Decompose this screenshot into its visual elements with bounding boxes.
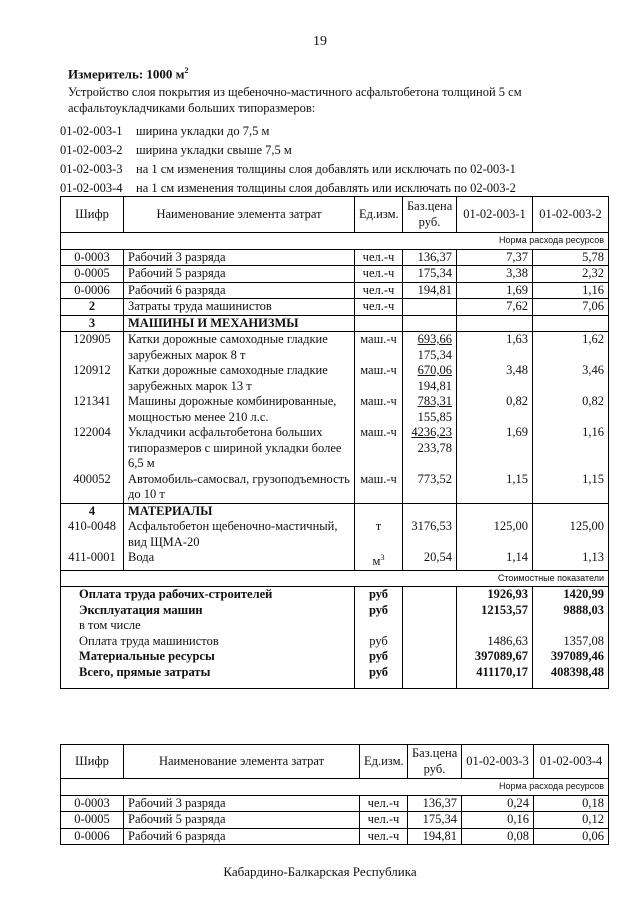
table-header-row bbox=[61, 197, 609, 233]
resource-table-1 bbox=[60, 196, 609, 689]
table-row: 0-0006 Рабочий 6 разряда чел.-ч 194,81 1,69 1,16 bbox=[61, 282, 609, 299]
code-item: 01-02-003-1 ширина укладки до 7,5 м bbox=[60, 124, 270, 138]
table-row: 0-0005 Рабочий 5 разряда чел.-ч 175,34 3,38 2,32 bbox=[61, 266, 609, 283]
section-heading: 3 МАШИНЫ И МЕХАНИЗМЫ bbox=[61, 315, 609, 332]
cost-row: в том числе bbox=[61, 618, 609, 634]
col-header-name: Наименование элемента затрат bbox=[124, 745, 360, 779]
cost-row: Материальные ресурсы руб 397089,67 397089,46 bbox=[61, 649, 609, 665]
page-number: 19 bbox=[313, 34, 327, 49]
footer-region: Кабардино-Балкарская Республика bbox=[223, 864, 417, 879]
resource-table-2 bbox=[60, 744, 609, 845]
table-row: 0-0003 Рабочий 3 разряда чел.-ч 136,37 7,37 5,78 bbox=[61, 249, 609, 266]
cost-row: Всего, прямые затраты руб 411170,17 408398,48 bbox=[61, 665, 609, 689]
table-row: 120912 Катки дорожные самоходные гладкие зарубежных марок 13 т маш.-ч 670,06 194,81 3,48 3,46 bbox=[61, 363, 609, 394]
norm-label-row: Норма расхода ресурсов bbox=[61, 233, 609, 250]
description: Устройство слоя покрытия из щебеночно-мастичного асфальтобетона толщиной 5 см асфальтоукладчиками больших типоразмеров: bbox=[68, 85, 522, 115]
col-header-code: Шифр bbox=[61, 197, 124, 233]
table-row: 122004 Укладчики асфальтобетона больших типоразмеров с шириной укладки более 6,5 м маш.-ч 4236,23 233,78 1,69 1,16 bbox=[61, 425, 609, 472]
col-header-v2: 01-02-003-2 bbox=[533, 197, 609, 233]
code-list bbox=[60, 122, 516, 198]
norm-label-row: Норма расхода ресурсов bbox=[61, 779, 609, 796]
cost-row: Эксплуатация машин руб 12153,57 9888,03 bbox=[61, 603, 609, 619]
code-item: 01-02-003-2 ширина укладки свыше 7,5 м bbox=[60, 143, 292, 157]
table-row: 400052 Автомобиль-самосвал, грузоподъемность до 10 т маш.-ч 773,52 1,15 1,15 bbox=[61, 472, 609, 504]
col-header-name: Наименование элемента затрат bbox=[124, 197, 355, 233]
code-item: 01-02-003-4 на 1 см изменения толщины слоя добавлять или исключать по 02-003-2 bbox=[60, 181, 516, 195]
col-header-v1: 01-02-003-3 bbox=[462, 745, 534, 779]
table-header-row bbox=[61, 745, 609, 779]
code-item: 01-02-003-3 на 1 см изменения толщины слоя добавлять или исключать по 02-003-1 bbox=[60, 162, 516, 176]
cost-row: Оплата труда машинистов руб 1486,63 1357,08 bbox=[61, 634, 609, 650]
table-row: 411-0001 Вода $м^3$ 20,54 1,14 1,13 bbox=[61, 550, 609, 570]
col-header-v2: 01-02-003-4 bbox=[534, 745, 609, 779]
table-row: 410-0048 Асфальтобетон щебеночно-мастичный, вид ЩМА-20 т 3176,53 125,00 125,00 bbox=[61, 519, 609, 550]
col-header-price: Баз.цена руб. bbox=[408, 745, 462, 779]
measure-label: Измеритель: 1000 $м^2$ bbox=[68, 66, 189, 82]
col-header-price: Баз.цена руб. bbox=[403, 197, 457, 233]
table-row: 2 Затраты труда машинистов чел.-ч 7,62 7,06 bbox=[61, 299, 609, 316]
section-heading: 4 МАТЕРИАЛЫ bbox=[61, 503, 609, 519]
col-header-unit: Ед.изм. bbox=[360, 745, 408, 779]
table-row: 0-0006 Рабочий 6 разряда чел.-ч 194,81 0,08 0,06 bbox=[61, 828, 609, 845]
table-row: 0-0005 Рабочий 5 разряда чел.-ч 175,34 0,16 0,12 bbox=[61, 812, 609, 829]
table-row: 0-0003 Рабочий 3 разряда чел.-ч 136,37 0,24 0,18 bbox=[61, 795, 609, 812]
col-header-unit: Ед.изм. bbox=[355, 197, 403, 233]
col-header-code: Шифр bbox=[61, 745, 124, 779]
col-header-v1: 01-02-003-1 bbox=[457, 197, 533, 233]
table-row: 121341 Машины дорожные комбинированные, мощностью менее 210 л.с. маш.-ч 783,31 155,85 0,82 0,82 bbox=[61, 394, 609, 425]
cost-label-row: Стоимостные показатели bbox=[61, 570, 609, 587]
cost-row: Оплата труда рабочих-строителей руб 1926,93 1420,99 bbox=[61, 587, 609, 603]
table-row: 120905 Катки дорожные самоходные гладкие зарубежных марок 8 т маш.-ч 693,66 175,34 1,63 1,62 bbox=[61, 332, 609, 364]
